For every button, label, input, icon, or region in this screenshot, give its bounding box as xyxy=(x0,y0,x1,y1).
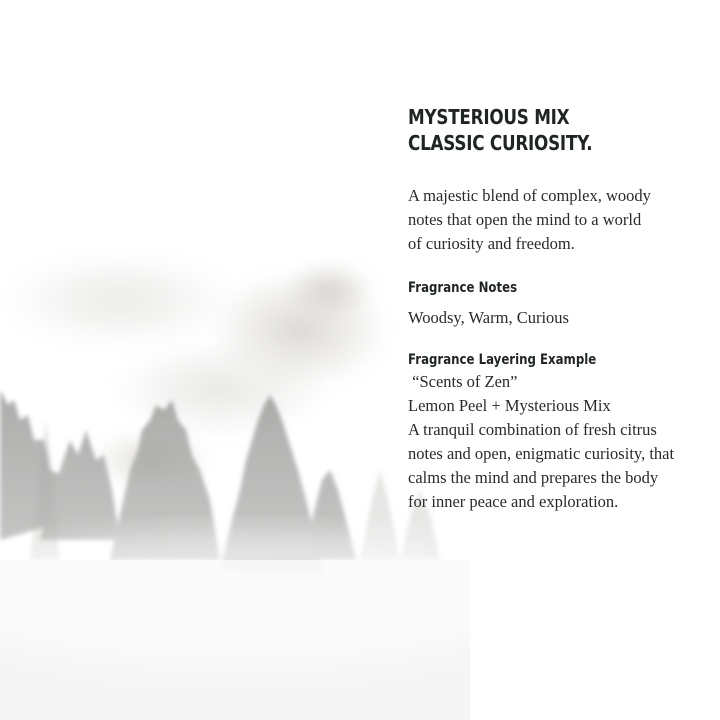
product-copy xyxy=(408,104,708,514)
layering-example-title: Fragrance Layering Example xyxy=(408,352,597,368)
description-line: of curiosity and freedom. xyxy=(408,234,575,253)
layering-description-line: notes and open, enigmatic curiosity, that xyxy=(408,444,675,463)
headline-line-2: CLASSIC CURIOSITY. xyxy=(408,131,593,155)
product-description xyxy=(408,184,708,256)
layering-description-line: calms the mind and prepares the body xyxy=(408,468,659,487)
layering-blend-name: “Scents of Zen” xyxy=(408,372,518,391)
layering-blend-combo: Lemon Peel + Mysterious Mix xyxy=(408,396,611,415)
fragrance-notes-title: Fragrance Notes xyxy=(408,280,518,296)
description-line: A majestic blend of complex, woody xyxy=(408,186,651,205)
layering-example-body xyxy=(408,370,708,514)
fragrance-notes-value: Woodsy, Warm, Curious xyxy=(408,308,569,327)
product-headline xyxy=(408,104,660,156)
headline-line-1: MYSTERIOUS MIX xyxy=(408,105,570,129)
layering-description-line: A tranquil combination of fresh citrus xyxy=(408,420,657,439)
description-line: notes that open the mind to a world xyxy=(408,210,642,229)
layering-description-line: for inner peace and exploration. xyxy=(408,492,619,511)
